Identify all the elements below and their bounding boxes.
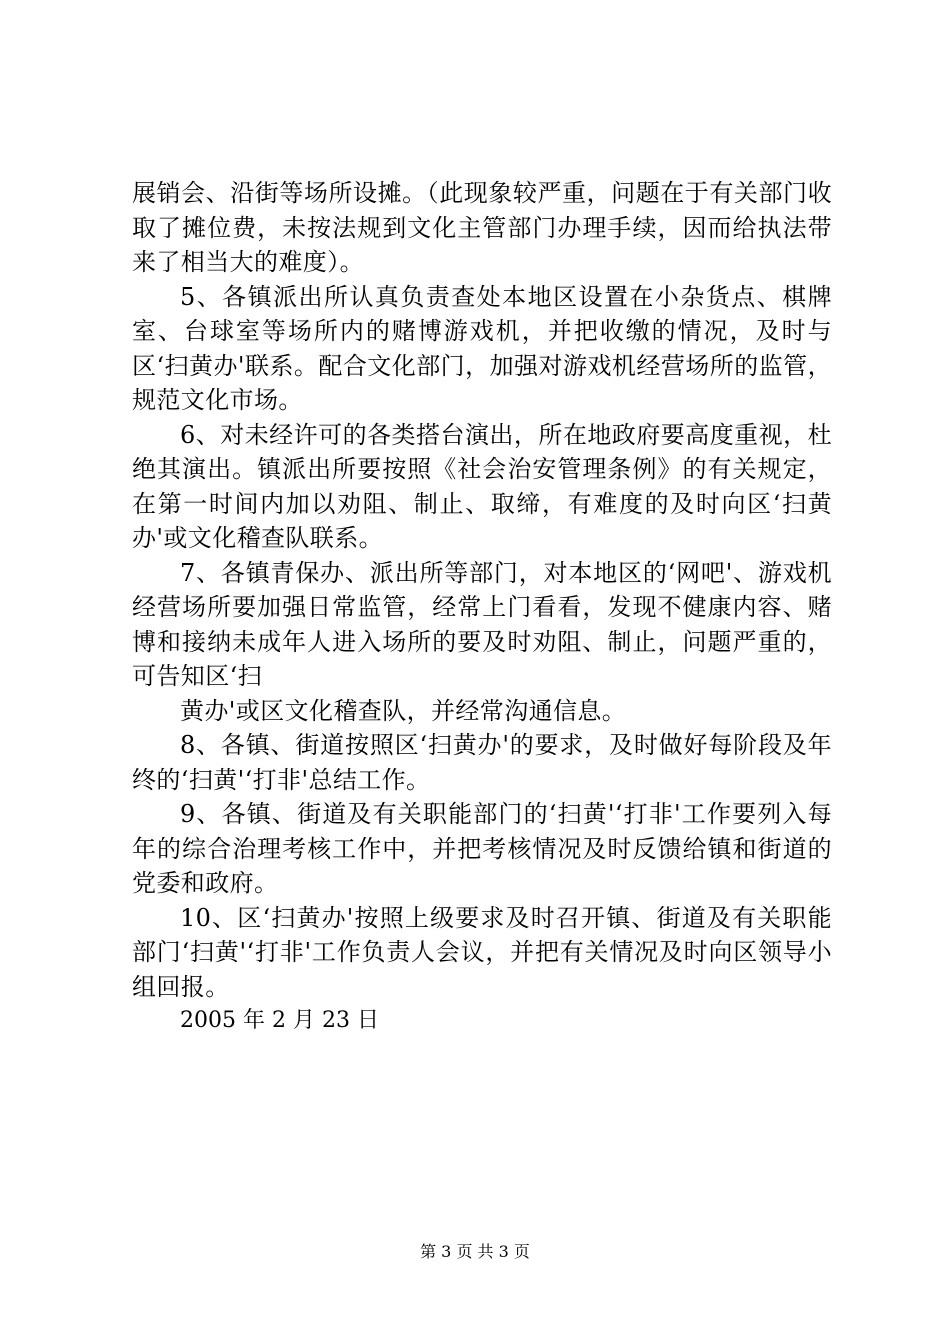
- paragraph-5: 8、各镇、街道按照区‘扫黄办'的要求，及时做好每阶段及年终的‘扫黄'‘打非'总结工作。: [132, 731, 832, 794]
- paragraph-7: 10、区‘扫黄办'按照上级要求及时召开镇、街道及有关职能部门‘扫黄'‘打非'工作负责人会议，并把有关情况及时向区领导小组回报。: [132, 903, 832, 1001]
- document-date: 2005 年 2 月 23 日: [180, 1008, 379, 1033]
- paragraph-3: 7、各镇青保办、派出所等部门，对本地区的‘网吧'、游戏机经营场所要加强日常监管，经常上门看看，发现不健康内容、赌博和接纳未成年人进入场所的要及时劝阻、制止，问题严重的，可告知区‘扫: [132, 558, 832, 690]
- paragraph-2: 6、对未经许可的各类搭台演出，所在地政府要高度重视，杜绝其演出。镇派出所要按照《社会治安管理条例》的有关规定，在第一时间内加以劝阻、制止、取缔，有难度的及时向区‘扫黄办'或文化稽查队联系。: [132, 420, 832, 552]
- paragraph-0: 展销会、沿街等场所设摊。（此现象较严重，问题在于有关部门收取了摊位费，未按法规到文化主管部门办理手续，因而给执法带来了相当大的难度）。: [132, 179, 832, 276]
- paragraph-6: 9、各镇、街道及有关职能部门的‘扫黄'‘打非'工作要列入每年的综合治理考核工作中，并把考核情况及时反馈给镇和街道的党委和政府。: [132, 800, 832, 897]
- paragraph-1: 5、各镇派出所认真负责查处本地区设置在小杂货点、棋牌室、台球室等场所内的赌博游戏机，并把收缴的情况，及时与区‘扫黄办'联系。配合文化部门，加强对游戏机经营场所的监管，规范文化市场。: [132, 282, 832, 414]
- document-body: [132, 176, 832, 1039]
- page-footer: 第 3 页 共 3 页: [420, 1242, 530, 1261]
- paragraph-4: 黄办'或区文化稽查队，并经常沟通信息。: [180, 696, 627, 725]
